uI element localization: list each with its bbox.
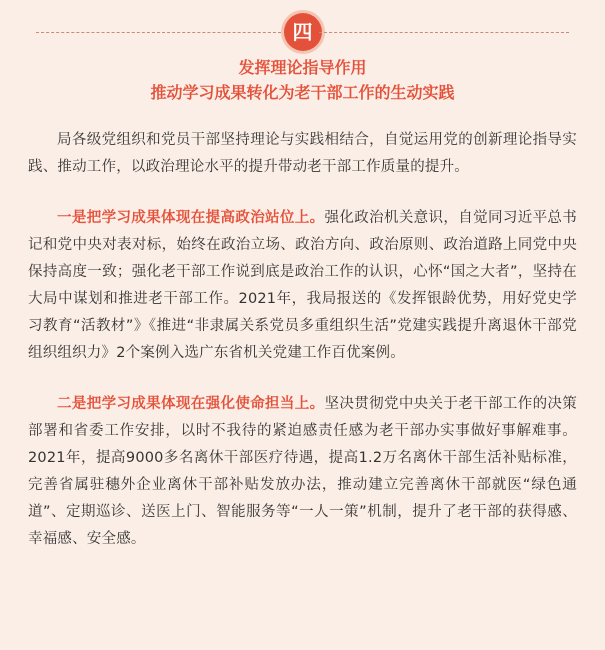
paragraph-mission — [28, 391, 577, 553]
paragraph-text: 局各级党组织和党员干部坚持理论与实践相结合，自觉运用党的创新理论指导实践、推动工作，以政治理论水平的提升带动老干部工作质量的提升。 — [28, 132, 577, 175]
section-header — [28, 11, 577, 53]
right-dashed-divider — [319, 32, 569, 33]
article-page — [0, 11, 605, 650]
paragraph-intro — [28, 127, 577, 181]
section-title-line-1: 发挥理论指导作用 — [238, 58, 367, 77]
section-number-badge: 四 — [284, 13, 322, 51]
paragraph-lead: 一是把学习成果体现在提高政治站位上。 — [57, 210, 325, 226]
paragraph-political-stance — [28, 205, 577, 367]
section-title-line-2: 推动学习成果转化为老干部工作的生动实践 — [150, 83, 455, 102]
paragraph-text: 坚决贯彻党中央关于老干部工作的决策部署和省委工作安排，以时不我待的紧迫感责任感为老干部办实事做好事解难事。2021年，提高9000多名离休干部医疗待遇，提高1.2万名离休干部生活补贴标准，完善省属驻穗外企业离休干部补贴发放办法，推动建立完善离休干部就医“绿色通道”、定期巡诊、送医上门、智能服务等“一人一策”机制，提升了老干部的获得感、幸福感、安全感。 — [28, 396, 577, 547]
paragraph-text: 强化政治机关意识，自觉同习近平总书记和党中央对表对标，始终在政治立场、政治方向、政治原则、政治道路上同党中央保持高度一致；强化老干部工作说到底是政治工作的认识，心怀“国之大者”，坚持在大局中谋划和推进老干部工作。2021年，我局报送的《发挥银龄优势，用好党史学习教育“活教材”》《推进“非隶属关系党员多重组织生活”党建实践提升离退休干部党组织组织力》2个案例入选广东省机关党建工作百优案例。 — [28, 210, 577, 361]
paragraph-lead: 二是把学习成果体现在强化使命担当上。 — [57, 396, 325, 412]
section-title — [28, 55, 577, 105]
article-body — [28, 127, 577, 553]
left-dashed-divider — [36, 32, 286, 33]
